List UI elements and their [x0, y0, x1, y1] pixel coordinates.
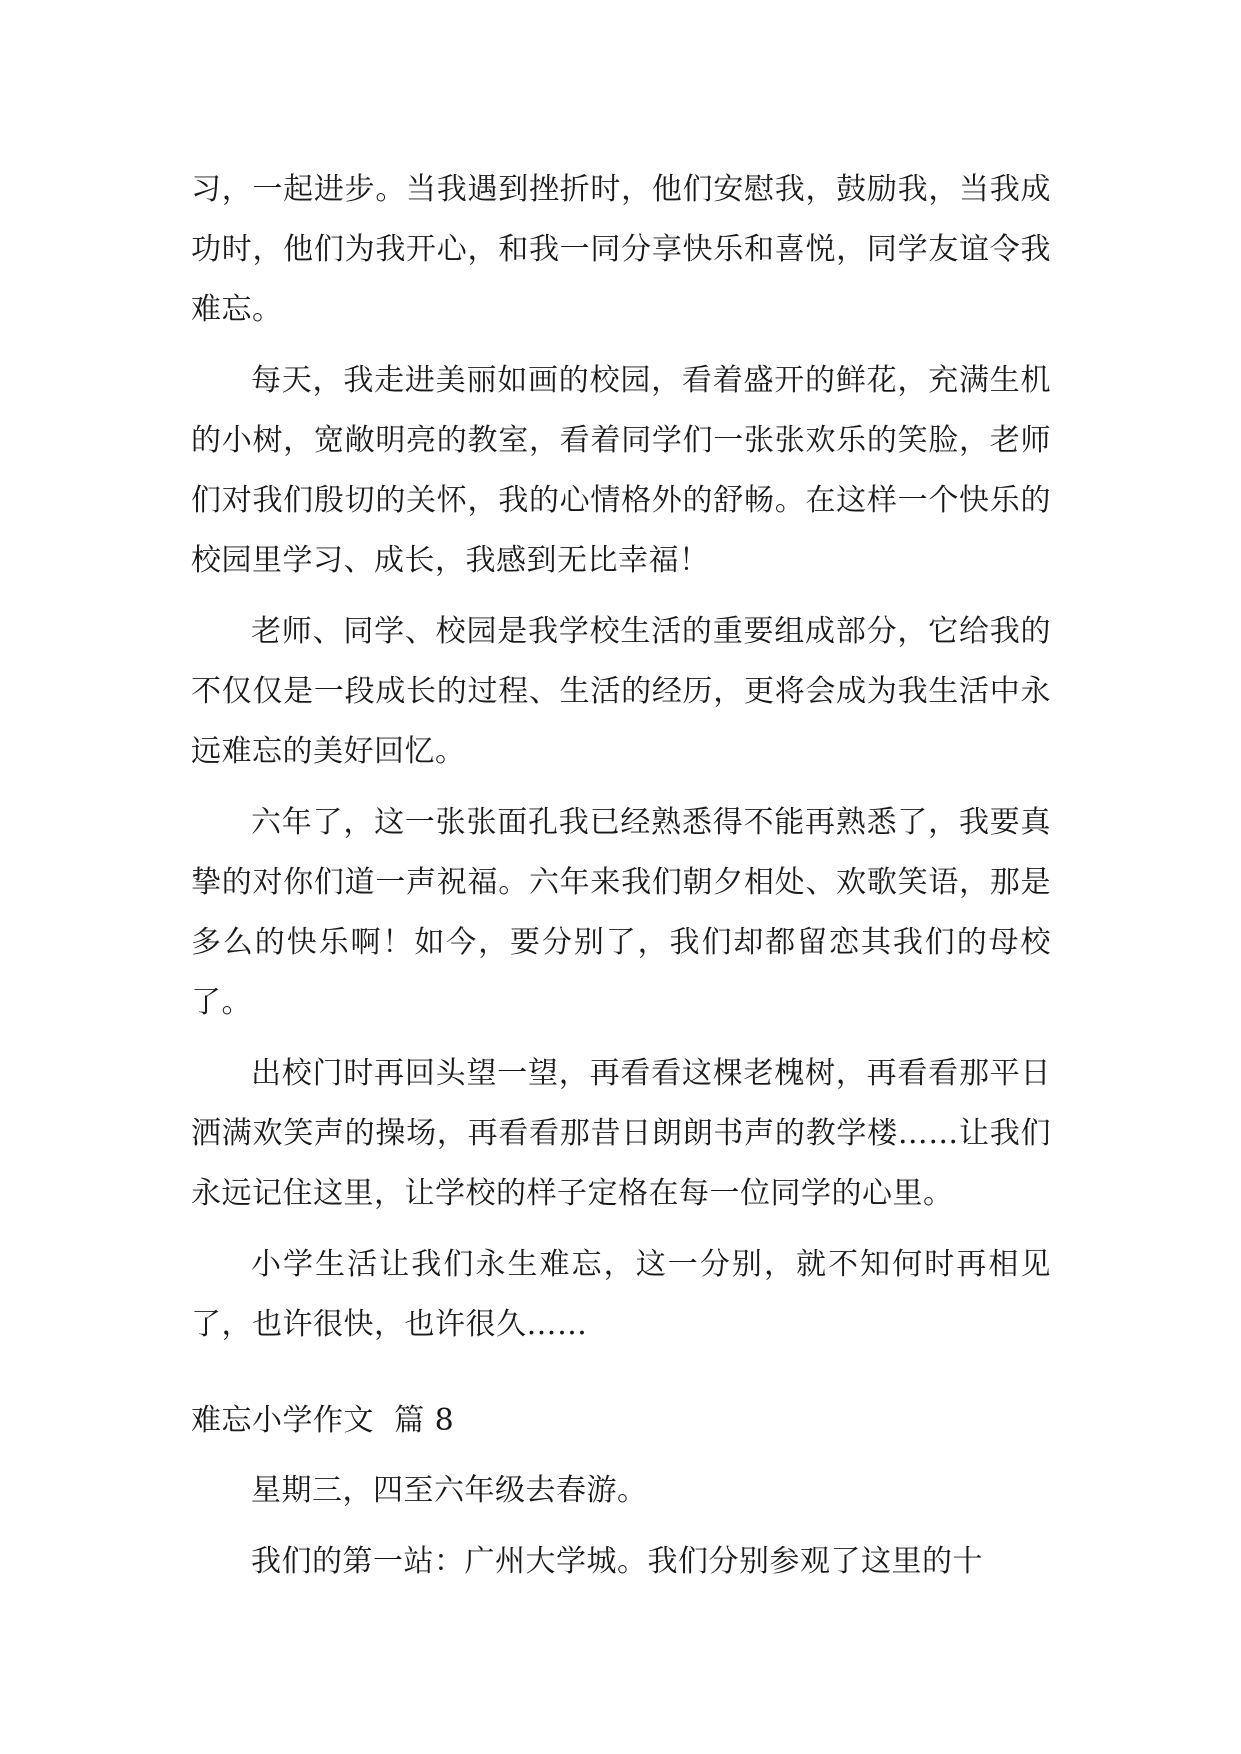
paragraph: 六年了，这一张张面孔我已经熟悉得不能再熟悉了，我要真挚的对你们道一声祝福。六年来我们朝夕相处、欢歌笑语，那是多么的快乐啊！如今，要分别了，我们却都留恋其我们的母校了。 — [191, 805, 1051, 1020]
paragraph: 小学生活让我们永生难忘，这一分别，就不知何时再相见了，也许很快，也许很久…… — [191, 1247, 1051, 1342]
paragraph: 我们的第一站：广州大学城。我们分别参观了这里的十 — [251, 1544, 983, 1579]
paragraph: 老师、同学、校园是我学校生活的重要组成部分，它给我的不仅仅是一段成长的过程、生活的经历，更将会成为我生活中永远难忘的美好回忆。 — [191, 614, 1051, 769]
paragraph: 出校门时再回头望一望，再看看这棵老槐树，再看看那平日洒满欢笑声的操场，再看看那昔日朗朗书声的教学楼……让我们永远记住这里，让学校的样子定格在每一位同学的心里。 — [191, 1056, 1051, 1211]
paragraph: 每天，我走进美丽如画的校园，看着盛开的鲜花，充满生机的小树，宽敞明亮的教室，看着同学们一张张欢乐的笑脸，老师们对我们殷切的关怀，我的心情格外的舒畅。在这样一个快乐的校园里学习、成长，我感到无比幸福！ — [191, 363, 1051, 578]
section-heading: 难忘小学作文 篇 8 — [191, 1403, 455, 1438]
paragraph: 星期三，四至六年级去春游。 — [251, 1473, 648, 1508]
paragraph: 习，一起进步。当我遇到挫折时，他们安慰我，鼓励我，当我成功时，他们为我开心，和我一同分享快乐和喜悦，同学友谊令我难忘。 — [191, 172, 1051, 327]
document-body — [191, 160, 1051, 1603]
